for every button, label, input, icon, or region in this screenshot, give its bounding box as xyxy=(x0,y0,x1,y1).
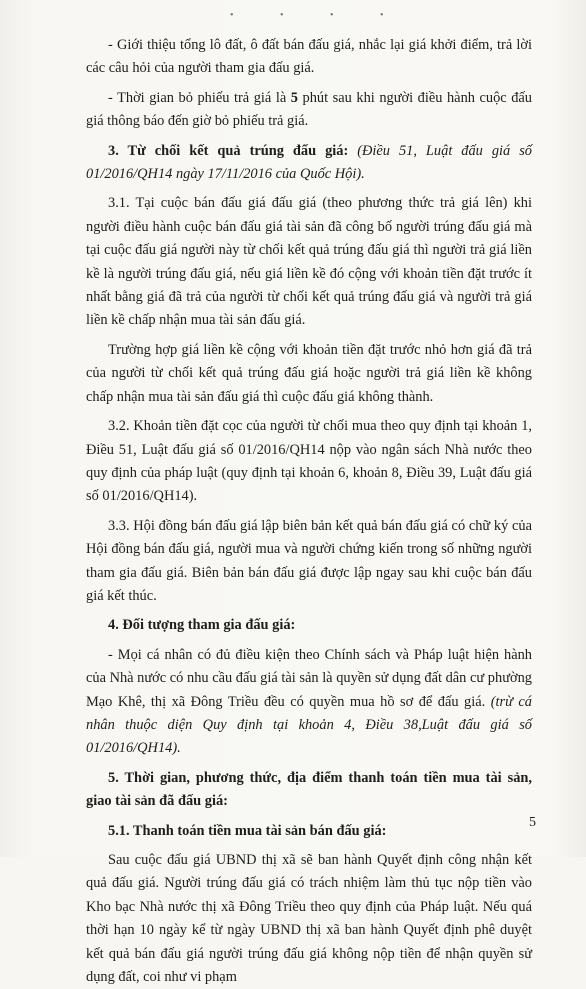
paragraph-3-1-b: Trường hợp giá liền kề cộng với khoản tiền đặt trước nhỏ hơn giá đã trả của người từ chối kết quả trúng đấu giá hoặc người trả giá liền kề không chấp nhận mua tài sản đấu giá thì cuộc đấu giá không thành. xyxy=(86,341,532,405)
heading-section-3-title: 3. Từ chối kết quả trúng đấu giá: xyxy=(108,142,358,159)
heading-section-3-reference: (Điều 51, Luật đấu giá số 01/2016/QH14 ngày 17/11/2016 của Quốc Hội). xyxy=(86,142,532,183)
paragraph-3-2: 3.2. Khoản tiền đặt cọc của người từ chối mua theo quy định tại khoản 1, Điều 51, Luật đấu giá số 01/2016/QH14 nộp vào ngân sách Nhà nước theo quy định của pháp luật (quy định tại khoản 6, khoản 8, Điều 39, Luật đấu giá số 01/2016/QH14). xyxy=(86,418,532,505)
paragraph-4 xyxy=(86,644,532,761)
paragraph-3-3: 3.3. Hội đồng bán đấu giá lập biên bản kết quả bán đấu giá có chữ ký của Hội đồng bán đấu giá, người mua và người chứng kiến trong số những người tham gia đấu giá. Biên bản bán đấu giá được lập ngay sau khi cuộc bán đấu giá kết thúc. xyxy=(86,517,532,604)
paragraph-4-reference: (trừ cá nhân thuộc diện Quy định tại khoản 4, Điều 38,Luật đấu giá số 01/2016/QH14). xyxy=(86,693,533,757)
page-number: 5 xyxy=(529,815,536,830)
scan-artifact: • • • • xyxy=(230,10,406,21)
bid-time-text-post: phút sau khi người điều hành cuộc đấu giá thông báo đến giờ bỏ phiếu trả giá. xyxy=(86,89,532,130)
bid-time-text-pre: - Thời gian bỏ phiếu trả giá là xyxy=(108,89,291,106)
heading-section-5: 5. Thời gian, phương thức, địa điểm thanh toán tiền mua tài sản, giao tài sản đã đấu giá: xyxy=(86,769,532,810)
bid-time-minutes: 5 xyxy=(290,89,298,106)
paragraph-3-1: 3.1. Tại cuộc bán đấu giá đấu giá (theo phương thức trả giá lên) khi người điều hành cuộc bán đấu giá tài sản đã công bố người trúng đấu giá mà tại cuộc đấu giá người này từ chối kết quả trúng đấu giá thì người trả giá liền kề là người trúng đấu giá, nếu giá liền kề đó cộng với khoản tiền đặt trước ít nhất bằng giá đã trả của người từ chối kết quả trúng đấu giá và người trả giá liền kề chấp nhận mua tài sản đấu giá. xyxy=(86,195,532,329)
paragraph-4-text: - Mọi cá nhân có đủ điều kiện theo Chính sách và Pháp luật hiện hành của Nhà nước có nhu cầu đấu giá tài sản là quyền sử dụng đất dân cư phường Mạo Khê, thị xã Đông Triều đều có quyền mua hồ sơ để đấu giá. xyxy=(86,646,532,710)
heading-section-4: 4. Đối tượng tham gia đấu giá: xyxy=(108,617,296,634)
paragraph-5-1: Sau cuộc đấu giá UBND thị xã sẽ ban hành Quyết định công nhận kết quả đấu giá. Người trúng đấu giá có trách nhiệm làm thủ tục nộp tiền vào Kho bạc Nhà nước thị xã Đông Triều theo quy định của Pháp luật. Nếu quá thời hạn 10 ngày kể từ ngày UBND thị xã ban hành Quyết định phê duyệt kết quả bán đấu giá người trúng đấu giá không nộp tiền để nhận quyền sử dụng đất, coi như vi phạm xyxy=(86,852,532,986)
heading-section-5-1: 5.1. Thanh toán tiền mua tài sản bán đấu giá: xyxy=(108,822,387,839)
paragraph-bid-time xyxy=(86,87,532,134)
heading-section-3 xyxy=(86,140,532,187)
paragraph-intro: - Giới thiệu tổng lô đất, ô đất bán đấu giá, nhắc lại giá khởi điểm, trả lời các câu hỏi của người tham gia đấu giá. xyxy=(86,37,532,77)
